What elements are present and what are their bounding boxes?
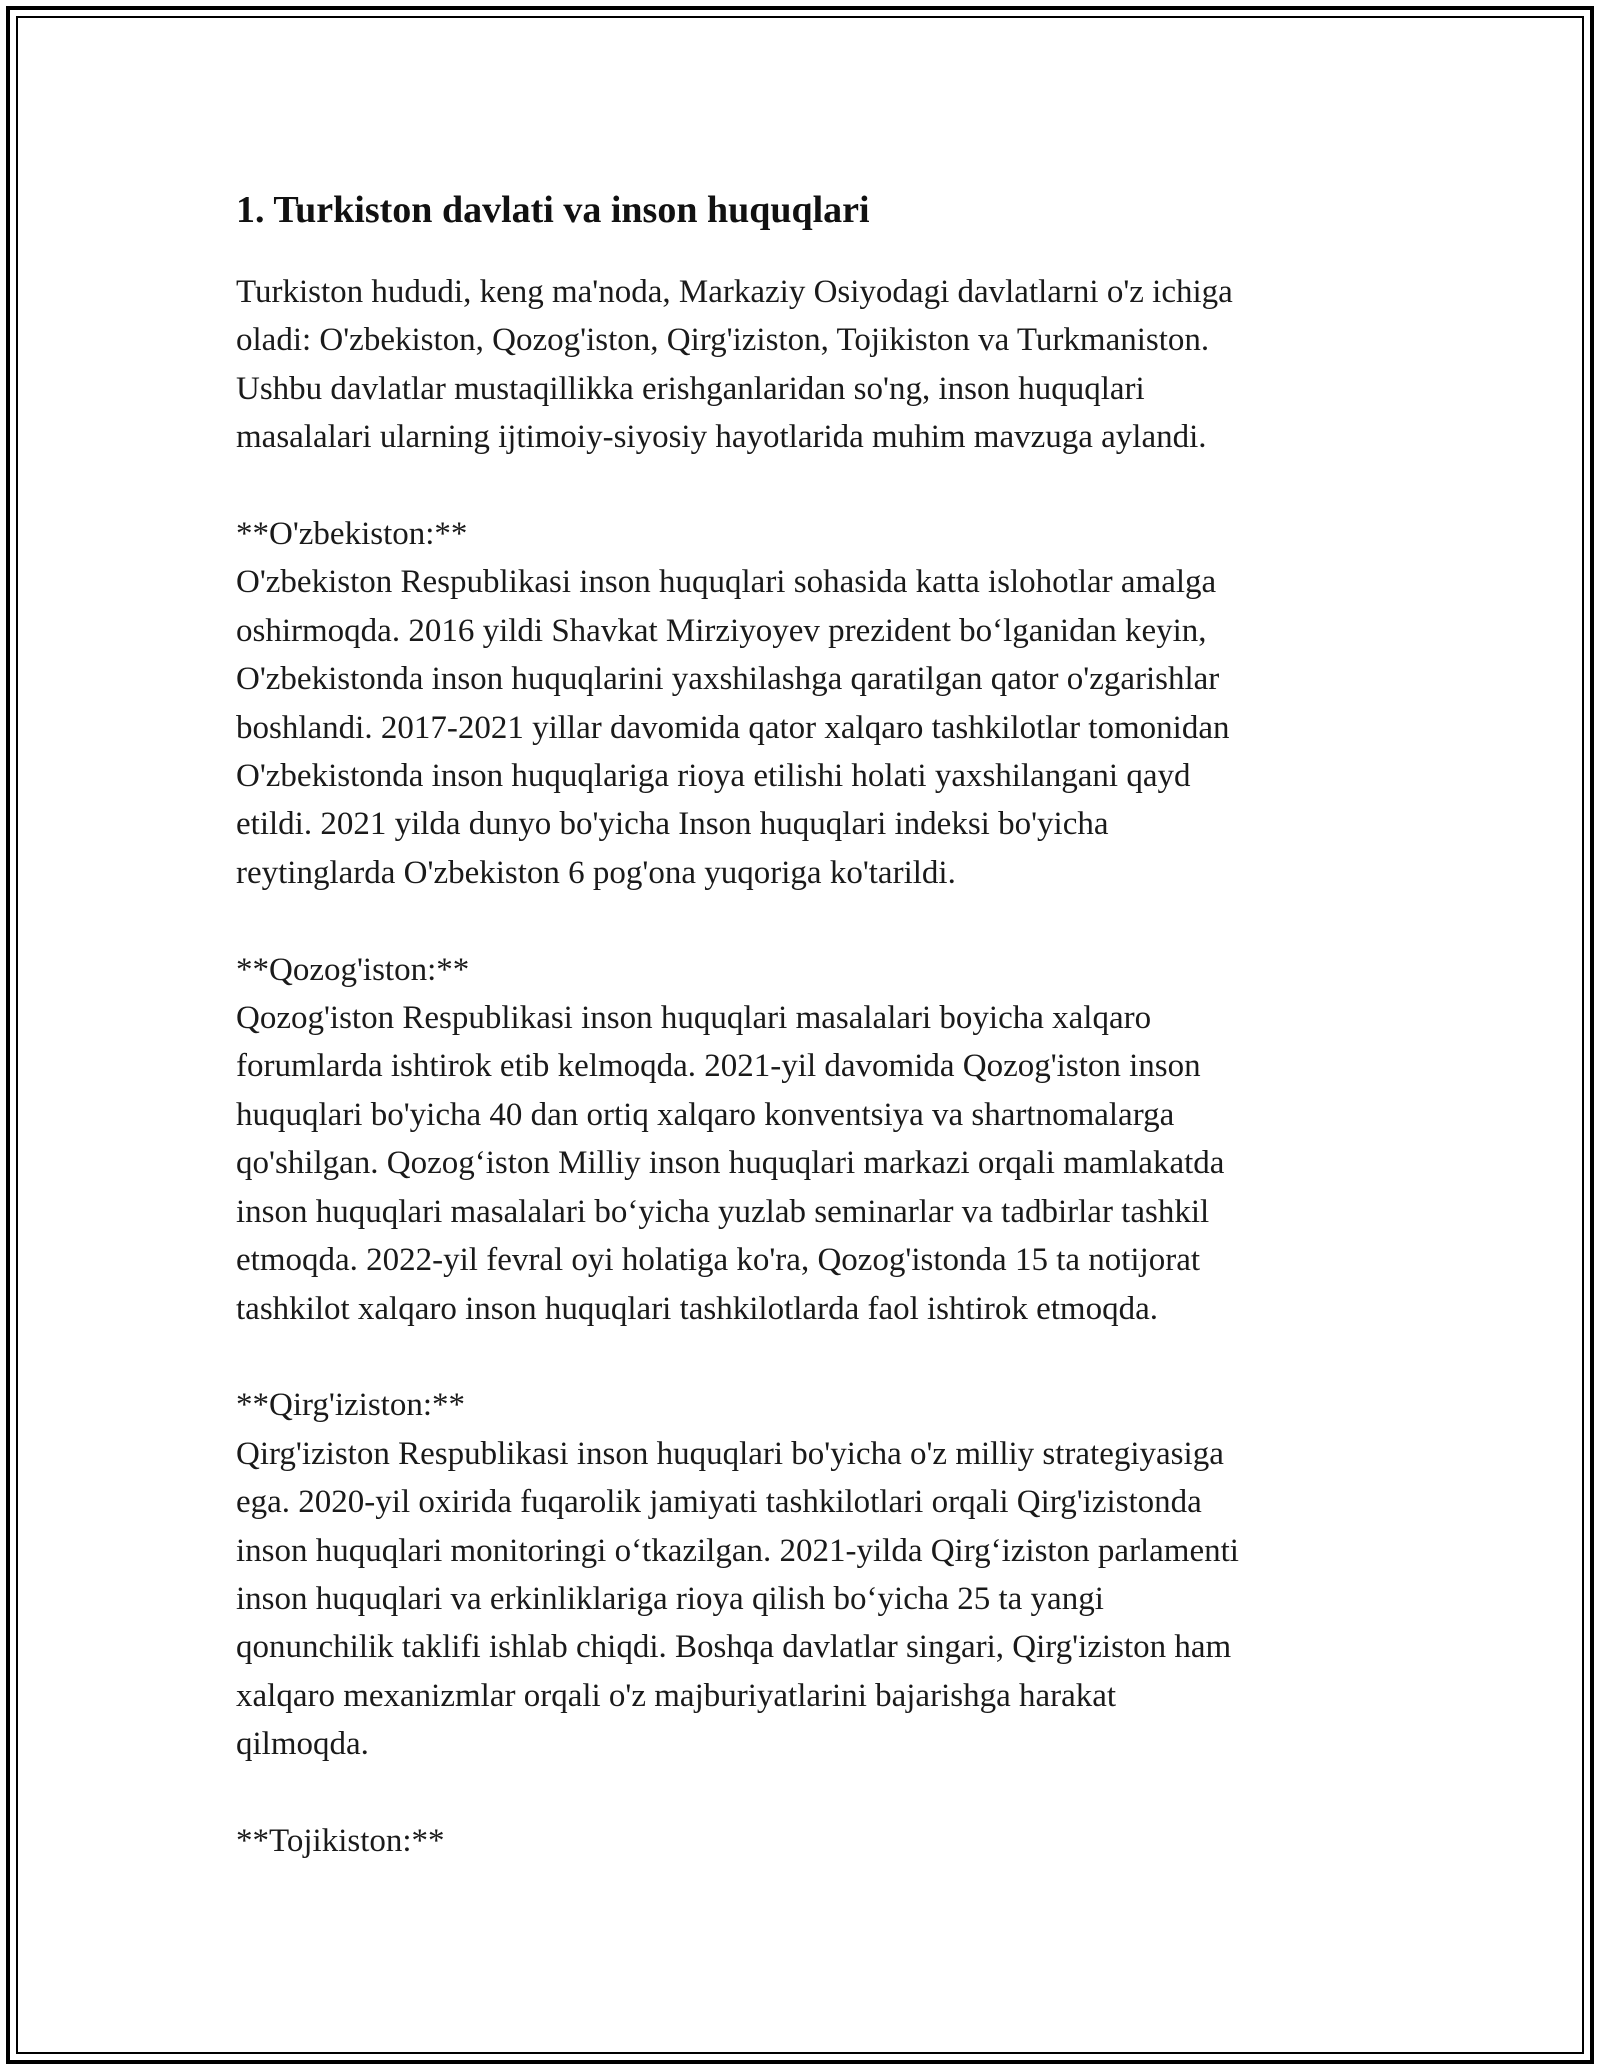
section-heading: **O'zbekiston:** [236,516,468,553]
section-kyrgyzstan [236,1381,1366,1768]
paragraph-spacer [236,462,1366,510]
document-body [236,186,1366,1865]
section-heading: **Qozog'iston:** [236,951,470,988]
intro-paragraph: Turkiston hududi, keng ma'noda, Markaziy Osiyodagi davlatlarni o'z ichiga oladi: O'zbekiston, Qozog'iston, Qirg'iziston, Tojikiston va Turkmaniston. Ushbu davlatlar mustaqillikka erishganlaridan so'ng, inson huquqlari masalalari ularning ijtimoiy-siyosiy hayotlarida muhim mavzuga aylandi. [236,274,1233,456]
paragraph-spacer [236,1333,1366,1381]
section-heading: **Qirg'iziston:** [236,1387,466,1424]
section-body: Qozog'iston Respublikasi inson huquqlari masalalari boyicha xalqaro forumlarda ishtirok etib kelmoqda. 2021-yil davomida Qozog'iston inson huquqlari bo'yicha 40 dan ortiq xalqaro konventsiya va shartnomalarga qo'shilgan. Qozog‘iston Milliy inson huquqlari markazi orqali mamlakatda inson huquqlari masalalari bo‘yicha yuzlab seminarlar va tadbirlar tashkil etmoqda. 2022-yil fevral oyi holatiga ko'ra, Qozog'istonda 15 ta notijorat tashkilot xalqaro inson huquqlari tashkilotlarda faol ishtirok etmoqda. [236,1000,1225,1327]
section-body: O'zbekiston Respublikasi inson huquqlari sohasida katta islohotlar amalga oshirmoqda. 2016 yildi Shavkat Mirziyoyev prezident bo‘lganidan keyin, O'zbekistonda inson huquqlarini yaxshilashga qaratilgan qator o'zgarishlar boshlandi. 2017-2021 yillar davomida qator xalqaro tashkilotlar tomonidan O'zbekistonda inson huquqlariga rioya etilishi holati yaxshilangani qayd etildi. 2021 yilda dunyo bo'yicha Inson huquqlari indeksi bo'yicha reytinglarda O'zbekiston 6 pog'ona yuqoriga ko'tarildi. [236,564,1230,891]
section-tajikistan [236,1817,1366,1865]
section-heading: **Tojikiston:** [236,1822,445,1859]
section-body: Qirg'iziston Respublikasi inson huquqlari bo'yicha o'z milliy strategiyasiga ega. 2020-yil oxirida fuqarolik jamiyati tashkilotlari orqali Qirg'izistonda inson huquqlari monitoringi o‘tkazilgan. 2021-yilda Qirg‘iziston parlamenti inson huquqlari va erkinliklariga rioya qilish bo‘yicha 25 ta yangi qonunchilik taklifi ishlab chiqdi. Boshqa davlatlar singari, Qirg'iziston ham xalqaro mexanizmlar orqali o'z majburiyatlarini bajarishga harakat qilmoqda. [236,1435,1239,1763]
paragraph-spacer [236,897,1366,945]
document-title: 1. Turkiston davlati va inson huquqlari [236,189,870,231]
section-kazakhstan [236,946,1366,1333]
section-uzbekistan [236,510,1366,897]
paragraph-spacer [236,1769,1366,1817]
